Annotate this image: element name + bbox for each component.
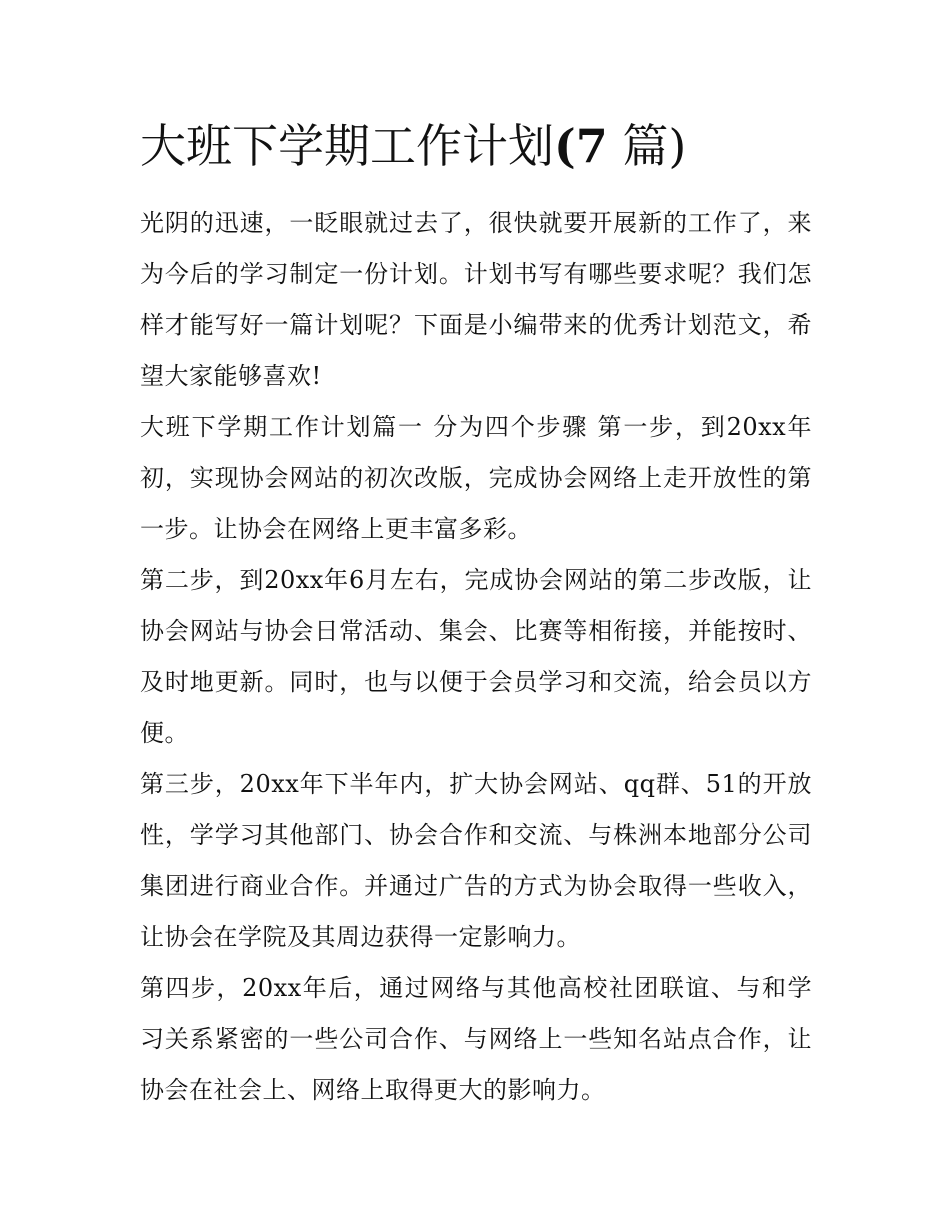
page-title: [140, 116, 840, 176]
title-count: (7: [554, 119, 608, 173]
step-three-paragraph: 第三步，20xx年下半年内，扩大协会网站、qq群、51的开放性，学学习其他部门、协会合作和交流、与株洲本地部分公司集团进行商业合作。并通过广告的方式为协会取得一些收入，让协会在学院及其周边获得一定影响力。: [140, 770, 812, 951]
step-four-paragraph: 第四步，20xx年后，通过网络与其他高校社团联谊、与和学习关系紧密的一些公司合作、与网络上一些知名站点合作，让协会在社会上、网络上取得更大的影响力。: [140, 974, 812, 1104]
step-two-paragraph: 第二步，到20xx年6月左右，完成协会网站的第二步改版，让协会网站与协会日常活动、集会、比赛等相衔接，并能按时、及时地更新。同时，也与以便于会员学习和交流，给会员以方便。: [140, 566, 812, 747]
step-one-paragraph: 大班下学期工作计划篇一 分为四个步骤 第一步，到20xx年初，实现协会网站的初次改版，完成协会网络上走开放性的第一步。让协会在网络上更丰富多彩。: [140, 413, 812, 543]
title-suffix: 篇): [622, 119, 687, 173]
title-prefix: 大班下学期工作计划: [140, 119, 554, 173]
document-body: [140, 198, 812, 1116]
intro-paragraph: 光阴的迅速，一眨眼就过去了，很快就要开展新的工作了，来为今后的学习制定一份计划。计划书写有哪些要求呢？我们怎样才能写好一篇计划呢？下面是小编带来的优秀计划范文，希望大家能够喜欢!: [140, 209, 812, 390]
